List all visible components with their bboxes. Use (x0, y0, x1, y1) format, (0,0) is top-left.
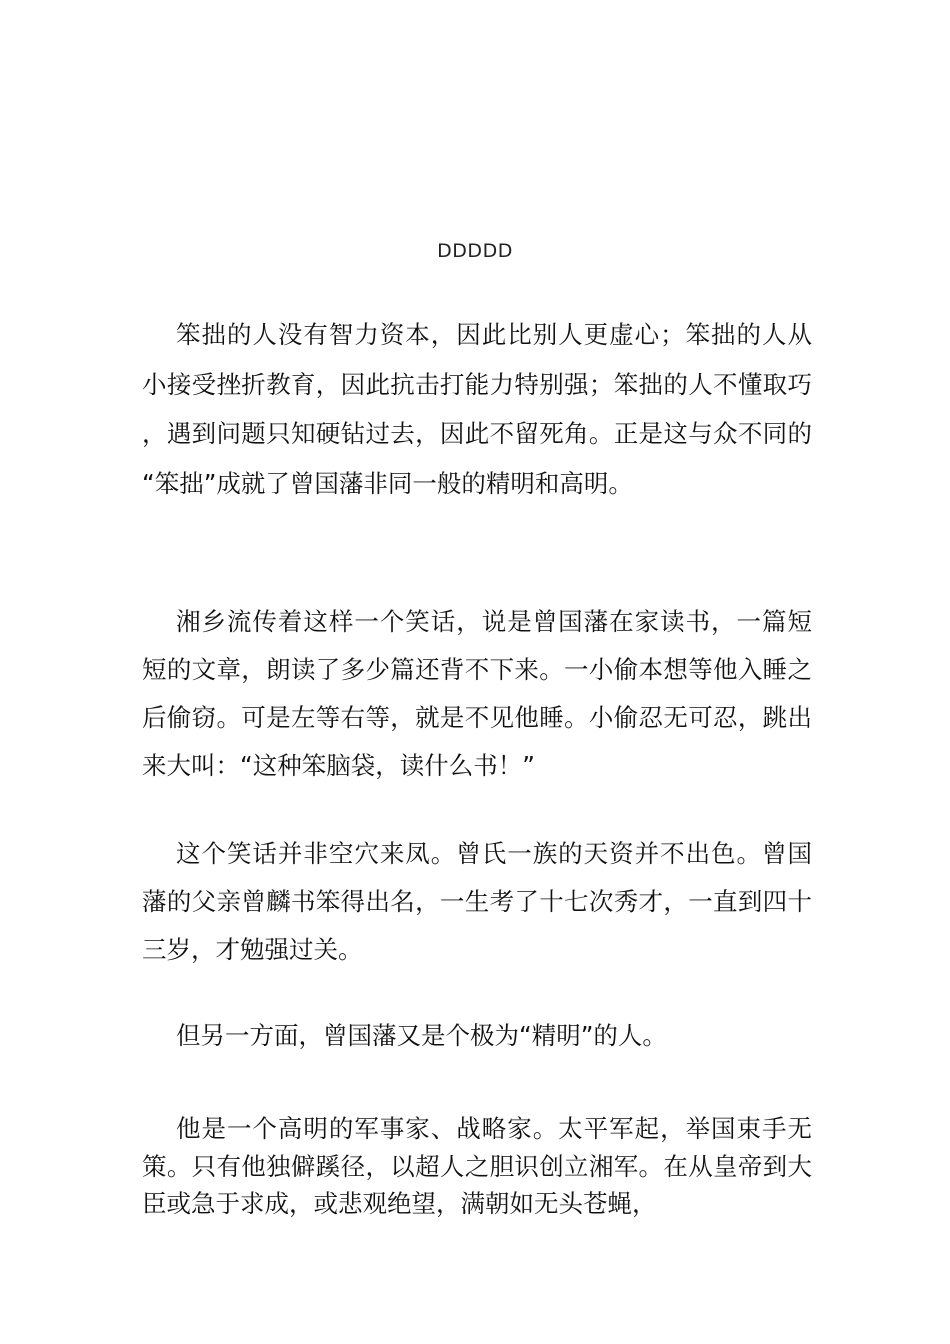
paragraph-4: 但另一方面，曾国藩又是个极为“精明”的人。 (176, 1021, 667, 1050)
paragraph-1: 笨拙的人没有智力资本，因此比别人更虚心；笨拙的人从小接受挫折教育，因此抗击打能力特别强；笨拙的人不懂取巧，遇到问题只知硬钻过去，因此不留死角。正是这与众不同的“笨拙”成就了曾国藩非同一般的精明和高明。 (142, 320, 812, 498)
page-header: DDDDD (437, 240, 513, 262)
paragraph-2: 湘乡流传着这样一个笑话，说是曾国藩在家读书，一篇短短的文章，朗读了多少篇还背不下来。一小偷本想等他入睡之后偷窃。可是左等右等，就是不见他睡。小偷忍无可忍，跳出来大叫：“这种笨脑袋，读什么书！” (142, 607, 812, 780)
paragraph-5: 他是一个高明的军事家、战略家。太平军起，举国束手无策。只有他独僻蹊径，以超人之胆识创立湘军。在从皇帝到大臣或急于求成，或悲观绝望，满朝如无头苍蝇， (142, 1114, 812, 1218)
paragraph-3: 这个笑话并非空穴来凤。曾氏一族的天资并不出色。曾国藩的父亲曾麟书笨得出名，一生考了十七次秀才，一直到四十三岁，才勉强过关。 (142, 839, 812, 964)
